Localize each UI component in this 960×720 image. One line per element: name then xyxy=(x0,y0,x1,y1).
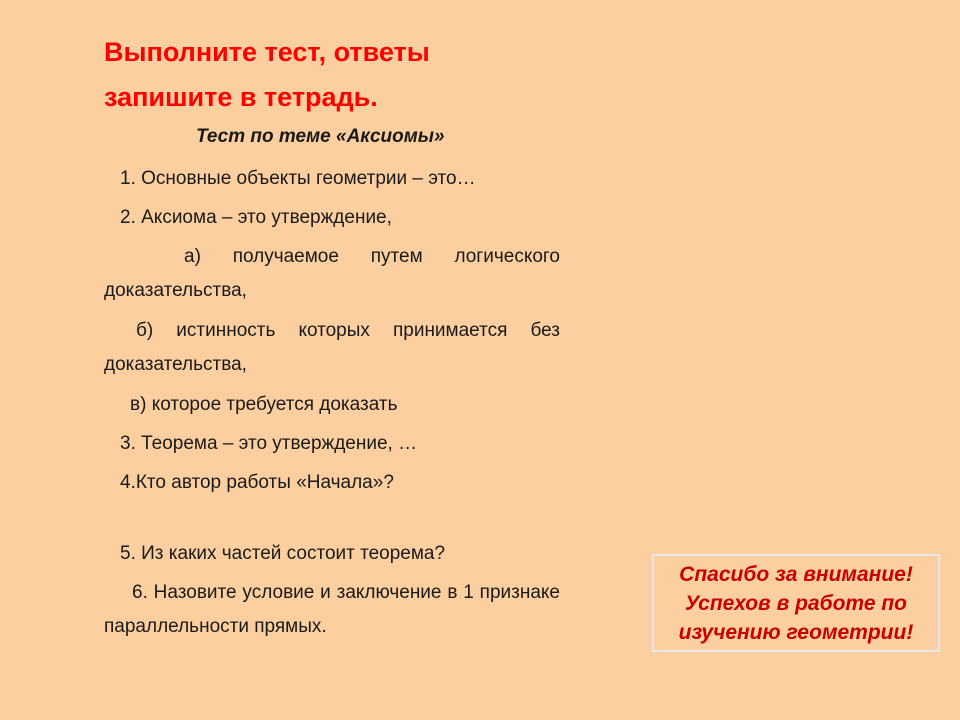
question-4: 4.Кто автор работы «Начала»? xyxy=(120,472,394,493)
thanks-message: Спасибо за внимание! Успехов в работе по изучению геометрии! xyxy=(678,562,914,644)
question-list xyxy=(104,162,560,644)
thanks-box xyxy=(652,554,940,652)
question-5: 5. Из каких частей состоит теорема? xyxy=(120,543,446,564)
question-1: 1. Основные объекты геометрии – это… xyxy=(120,168,476,189)
question-3: 3. Теорема – это утверждение, … xyxy=(120,433,418,454)
option-b: б) истинность которых принимается без доказательства, xyxy=(104,320,560,375)
option-a: а) получаемое путем логического доказательства, xyxy=(104,246,560,301)
option-c: в) которое требуется доказать xyxy=(130,394,398,415)
test-title: Тест по теме «Аксиомы» xyxy=(196,126,445,147)
question-6: 6. Назовите условие и заключение в 1 признаке параллельности прямых. xyxy=(104,582,560,637)
question-2: 2. Аксиома – это утверждение, xyxy=(120,207,392,228)
slide-heading: Выполните тест, ответы запишите в тетрадь. xyxy=(104,37,430,112)
